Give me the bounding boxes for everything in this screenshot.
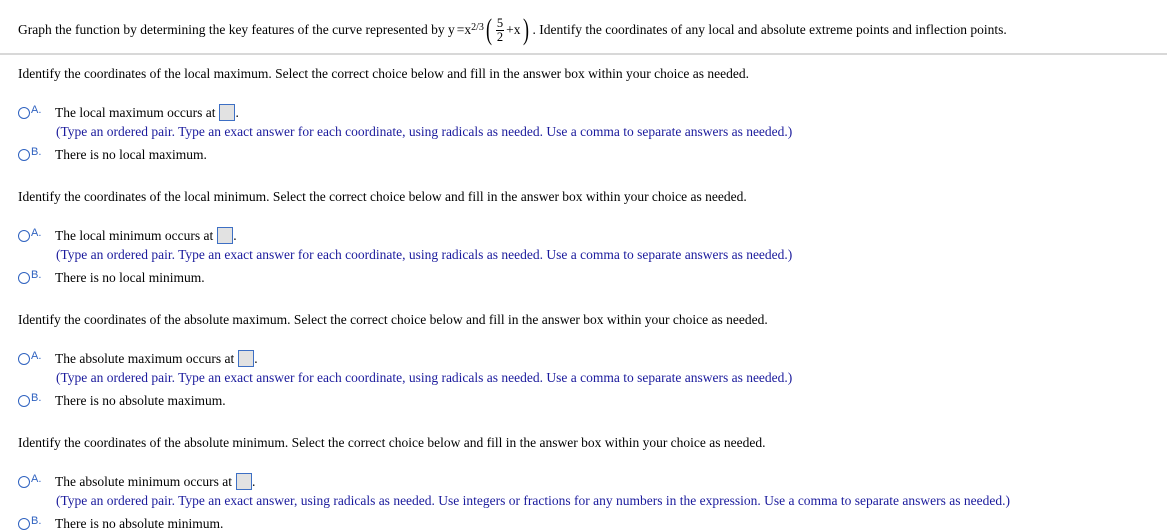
section-prompt: Identify the coordinates of the local maximum. Select the correct choice below and fill in the answer box within your choice as needed. [18, 66, 749, 81]
header-suffix: . Identify the coordinates of any local and absolute extreme points and inflection points. [532, 22, 1007, 37]
section-prompt: Identify the coordinates of the absolute maximum. Select the correct choice below and fill in the answer box within your choice as needed. [18, 312, 768, 327]
numerator: 5 [496, 15, 504, 30]
radio-a[interactable] [18, 476, 30, 488]
header-prefix: Graph the function by determining the key features of the curve represented by y [18, 22, 455, 37]
choice-a-letter: A. [31, 103, 42, 116]
radio-b[interactable] [18, 149, 30, 161]
choice-a-letter: A. [31, 472, 42, 485]
answer-hint: (Type an ordered pair. Type an exact answer for each coordinate, using radicals as needed. Use a comma to separate answers as needed.) [56, 247, 793, 262]
radio-a[interactable] [18, 230, 30, 242]
radio-a[interactable] [18, 353, 30, 365]
choice-b-letter: B. [31, 146, 42, 158]
choice-a[interactable] [18, 350, 258, 367]
choice-b[interactable] [18, 270, 205, 286]
choice-a-letter: A. [31, 349, 42, 362]
answer-box[interactable] [219, 104, 235, 121]
radio-b[interactable] [18, 518, 30, 530]
answer-box[interactable] [217, 227, 233, 244]
period: . [254, 350, 258, 366]
answer-box[interactable] [238, 350, 254, 367]
radio-b[interactable] [18, 395, 30, 407]
period: . [233, 227, 237, 243]
section-prompt: Identify the coordinates of the local minimum. Select the correct choice below and fill in the answer box within your choice as needed. [18, 189, 747, 204]
answer-hint: (Type an ordered pair. Type an exact answer for each coordinate, using radicals as needed. Use a comma to separate answers as needed.) [56, 124, 793, 139]
divider [0, 53, 1167, 55]
plus-x: +x [506, 22, 521, 37]
choice-b[interactable] [18, 393, 226, 409]
choice-b-letter: B. [31, 515, 42, 527]
period: . [235, 104, 239, 120]
choice-b-text: There is no absolute maximum. [55, 393, 226, 408]
choice-a[interactable] [18, 473, 255, 490]
choice-a[interactable] [18, 104, 239, 121]
right-paren: ) [522, 13, 529, 46]
choice-a-text: The local minimum occurs at [55, 227, 214, 243]
left-paren: ( [485, 13, 492, 46]
choice-b-letter: B. [31, 392, 42, 404]
choice-a-letter: A. [31, 226, 42, 239]
exponent: 2/3 [471, 21, 484, 33]
question-header [18, 12, 1007, 48]
choice-a-text: The absolute maximum occurs at [55, 350, 235, 366]
choice-a[interactable] [18, 227, 237, 244]
period: . [251, 473, 256, 489]
choice-b-text: There is no local minimum. [55, 270, 205, 285]
equals-sign: = [456, 22, 465, 37]
choice-b-text: There is no absolute minimum. [55, 516, 224, 531]
choice-b-text: There is no local maximum. [55, 147, 207, 162]
answer-hint: (Type an ordered pair. Type an exact answer for each coordinate, using radicals as needed. Use a comma to separate answers as needed.) [56, 370, 793, 385]
answer-box[interactable] [236, 473, 252, 490]
fraction [496, 17, 504, 44]
choice-a-text: The absolute minimum occurs at [55, 473, 232, 489]
radio-a[interactable] [18, 107, 30, 119]
answer-hint: (Type an ordered pair. Type an exact answer, using radicals as needed. Use integers or fractions for any numbers in the expression. Use a comma to separate answers as needed.) [56, 493, 1010, 508]
choice-a-text: The local maximum occurs at [55, 104, 216, 120]
function-expression [457, 15, 531, 45]
base: x [464, 22, 472, 37]
choice-b[interactable] [18, 516, 223, 532]
choice-b-letter: B. [31, 269, 42, 281]
denominator: 2 [496, 29, 504, 44]
choice-b[interactable] [18, 147, 207, 163]
section-prompt: Identify the coordinates of the absolute minimum. Select the correct choice below and fill in the answer box within your choice as needed. [18, 435, 766, 450]
radio-b[interactable] [18, 272, 30, 284]
